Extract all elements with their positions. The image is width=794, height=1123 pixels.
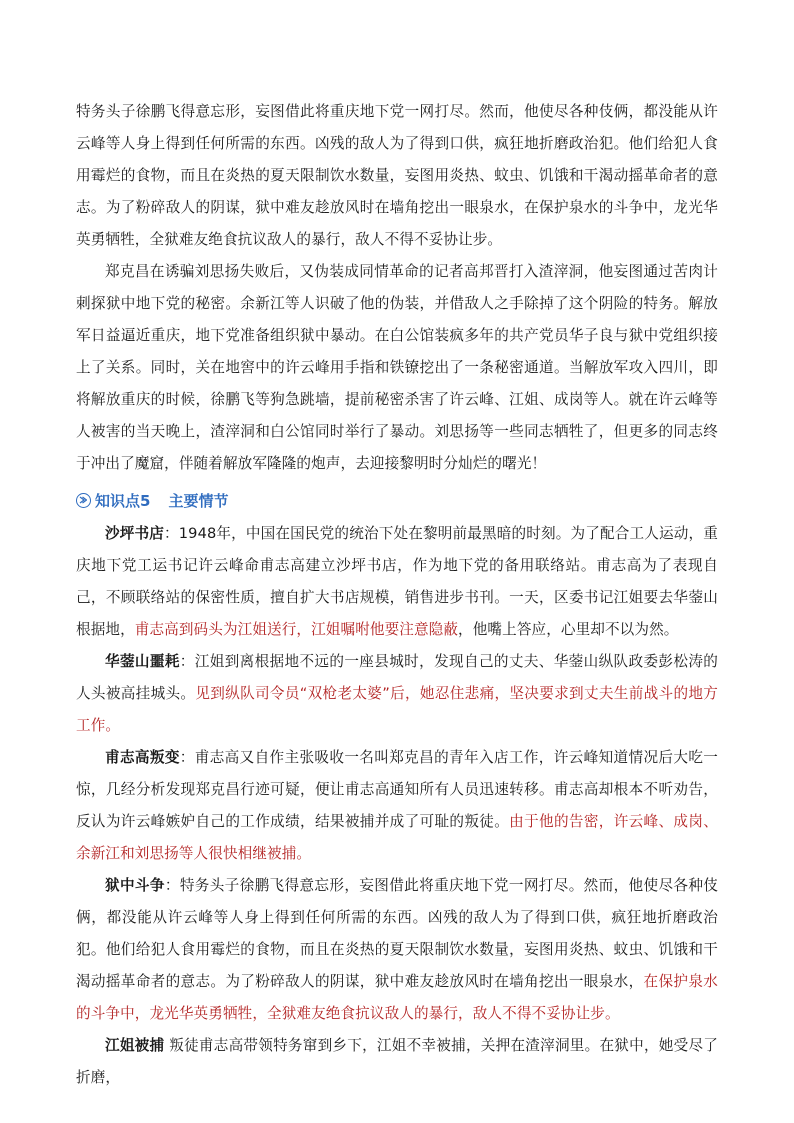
plot-label-sep: ： <box>179 749 195 766</box>
plot-label-sep: ： <box>179 653 195 670</box>
plot-label: 江姐被捕 <box>105 1037 165 1054</box>
plot-label-sep: ： <box>164 525 179 542</box>
plot-label: 华蓥山噩耗 <box>105 653 180 670</box>
document-body <box>76 96 718 1094</box>
plot-text: 叛徒甫志高带领特务窜到乡下，江姐不幸被捕，关押在渣滓洞里。在狱中，她受尽了折磨， <box>76 1037 718 1086</box>
section-label: 知识点5 <box>95 491 151 510</box>
plot-label: 甫志高叛变 <box>105 749 180 766</box>
section-heading <box>76 482 718 518</box>
plot-highlight: 在保护泉水的斗争中，龙光华英勇牺牲，全狱难友绝食抗议敌人的暴行，敌人不得不妥协让步。 <box>76 973 718 1022</box>
plot-item <box>76 1030 718 1094</box>
plot-item <box>76 742 718 870</box>
plot-highlight: 由于他的告密，许云峰、成岗、余新江和刘思扬等人很快相继被捕。 <box>76 813 718 862</box>
plot-item <box>76 870 718 1030</box>
plot-label: 狱中斗争 <box>105 877 165 894</box>
paragraph-prison-struggle: 特务头子徐鹏飞得意忘形，妄图借此将重庆地下党一网打尽。然而，他使尽各种伎俩，都没能从许云峰等人身上得到任何所需的东西。凶残的敌人为了得到口供，疯狂地折磨政治犯。他们给犯人食用霉烂的食物，而且在炎热的夏天限制饮水数量，妄图用炎热、蚊虫、饥饿和干渴动摇革命者的意志。为了粉碎敌人的阴谋，狱中难友趁放风时在墙角挖出一眼泉水，在保护泉水的斗争中，龙光华英勇牺牲，全狱难友绝食抗议敌人的暴行，敌人不得不妥协让步。 <box>76 103 718 248</box>
paragraph-escape: 郑克昌在诱骗刘思扬失败后，又伪装成同情革命的记者高邦晋打入渣滓洞，他妄图通过苦肉计刺探狱中地下党的秘密。余新江等人识破了他的伪装，并借敌人之手除掉了这个阴险的特务。解放军日益逼近重庆，地下党准备组织狱中暴动。在白公馆装疯多年的共产党员华子良与狱中党组织接上了关系。同时，关在地窖中的许云峰用手指和铁镣挖出了一条秘密通道。当解放军攻入四川，即将解放重庆的时候，徐鹏飞等狗急跳墙，提前秘密杀害了许云峰、江姐、成岗等人。就在许云峰等人被害的当天晚上，渣滓洞和白公馆同时举行了暴动。刘思扬等一些同志牺牲了，但更多的同志终于冲出了魔窟，伴随着解放军隆隆的炮声，去迎接黎明时分灿烂的曙光！ <box>76 263 718 472</box>
plot-highlight: 甫志高到码头为江姐送行，江姐嘱咐他要注意隐蔽 <box>134 621 459 638</box>
plot-text: 1948年，中国在国民党的统治下处在黎明前最黑暗的时刻。为了配合工人运动，重庆地下党工运书记许云峰命甫志高建立沙坪书店，作为地下党的备用联络站。甫志高为了表现自己，不顾联络站的保密性质，擅自扩大书店规模，销售进步书刊。一天，区委书记江姐要去华蓥山根据地， <box>76 525 718 638</box>
plot-highlight: 见到纵队司令员“双枪老太婆”后，她忍住悲痛，坚决要求到丈夫生前战斗的地方工作。 <box>76 685 718 734</box>
plot-text: 特务头子徐鹏飞得意忘形，妄图借此将重庆地下党一网打尽。然而，他使尽各种伎俩，都没能从许云峰等人身上得到任何所需的东西。凶残的敌人为了得到口供，疯狂地折磨政治犯。他们给犯人食用霉烂的食物，而且在炎热的夏天限制饮水数量，妄图用炎热、蚊虫、饥饿和干渴动摇革命者的意志。为了粉碎敌人的阴谋，狱中难友趁放风时在墙角挖出一眼泉水， <box>76 877 719 990</box>
arrow-circle-icon <box>76 493 91 508</box>
plot-label: 沙坪书店 <box>105 525 165 542</box>
plot-text: 甫志高又自作主张吸收一名叫郑克昌的青年入店工作，许云峰知道情况后大吃一惊，几经分析发现郑克昌行迹可疑，便让甫志高通知所有人员迅速转移。甫志高却根本不听劝告，反认为许云峰嫉妒自己的工作成绩，结果被捕并成了可耻的叛徒。 <box>76 749 718 830</box>
plot-item <box>76 646 718 742</box>
section-title: 主要情节 <box>168 491 229 510</box>
plot-text: 江姐到离根据地不远的一座县城时，发现自己的丈夫、华蓥山纵队政委彭松涛的人头被高挂城头。 <box>76 653 718 702</box>
plot-item <box>76 518 718 646</box>
plot-text-after: ，他嘴上答应，心里却不以为然。 <box>458 621 679 638</box>
plot-label-sep: ： <box>164 877 180 894</box>
